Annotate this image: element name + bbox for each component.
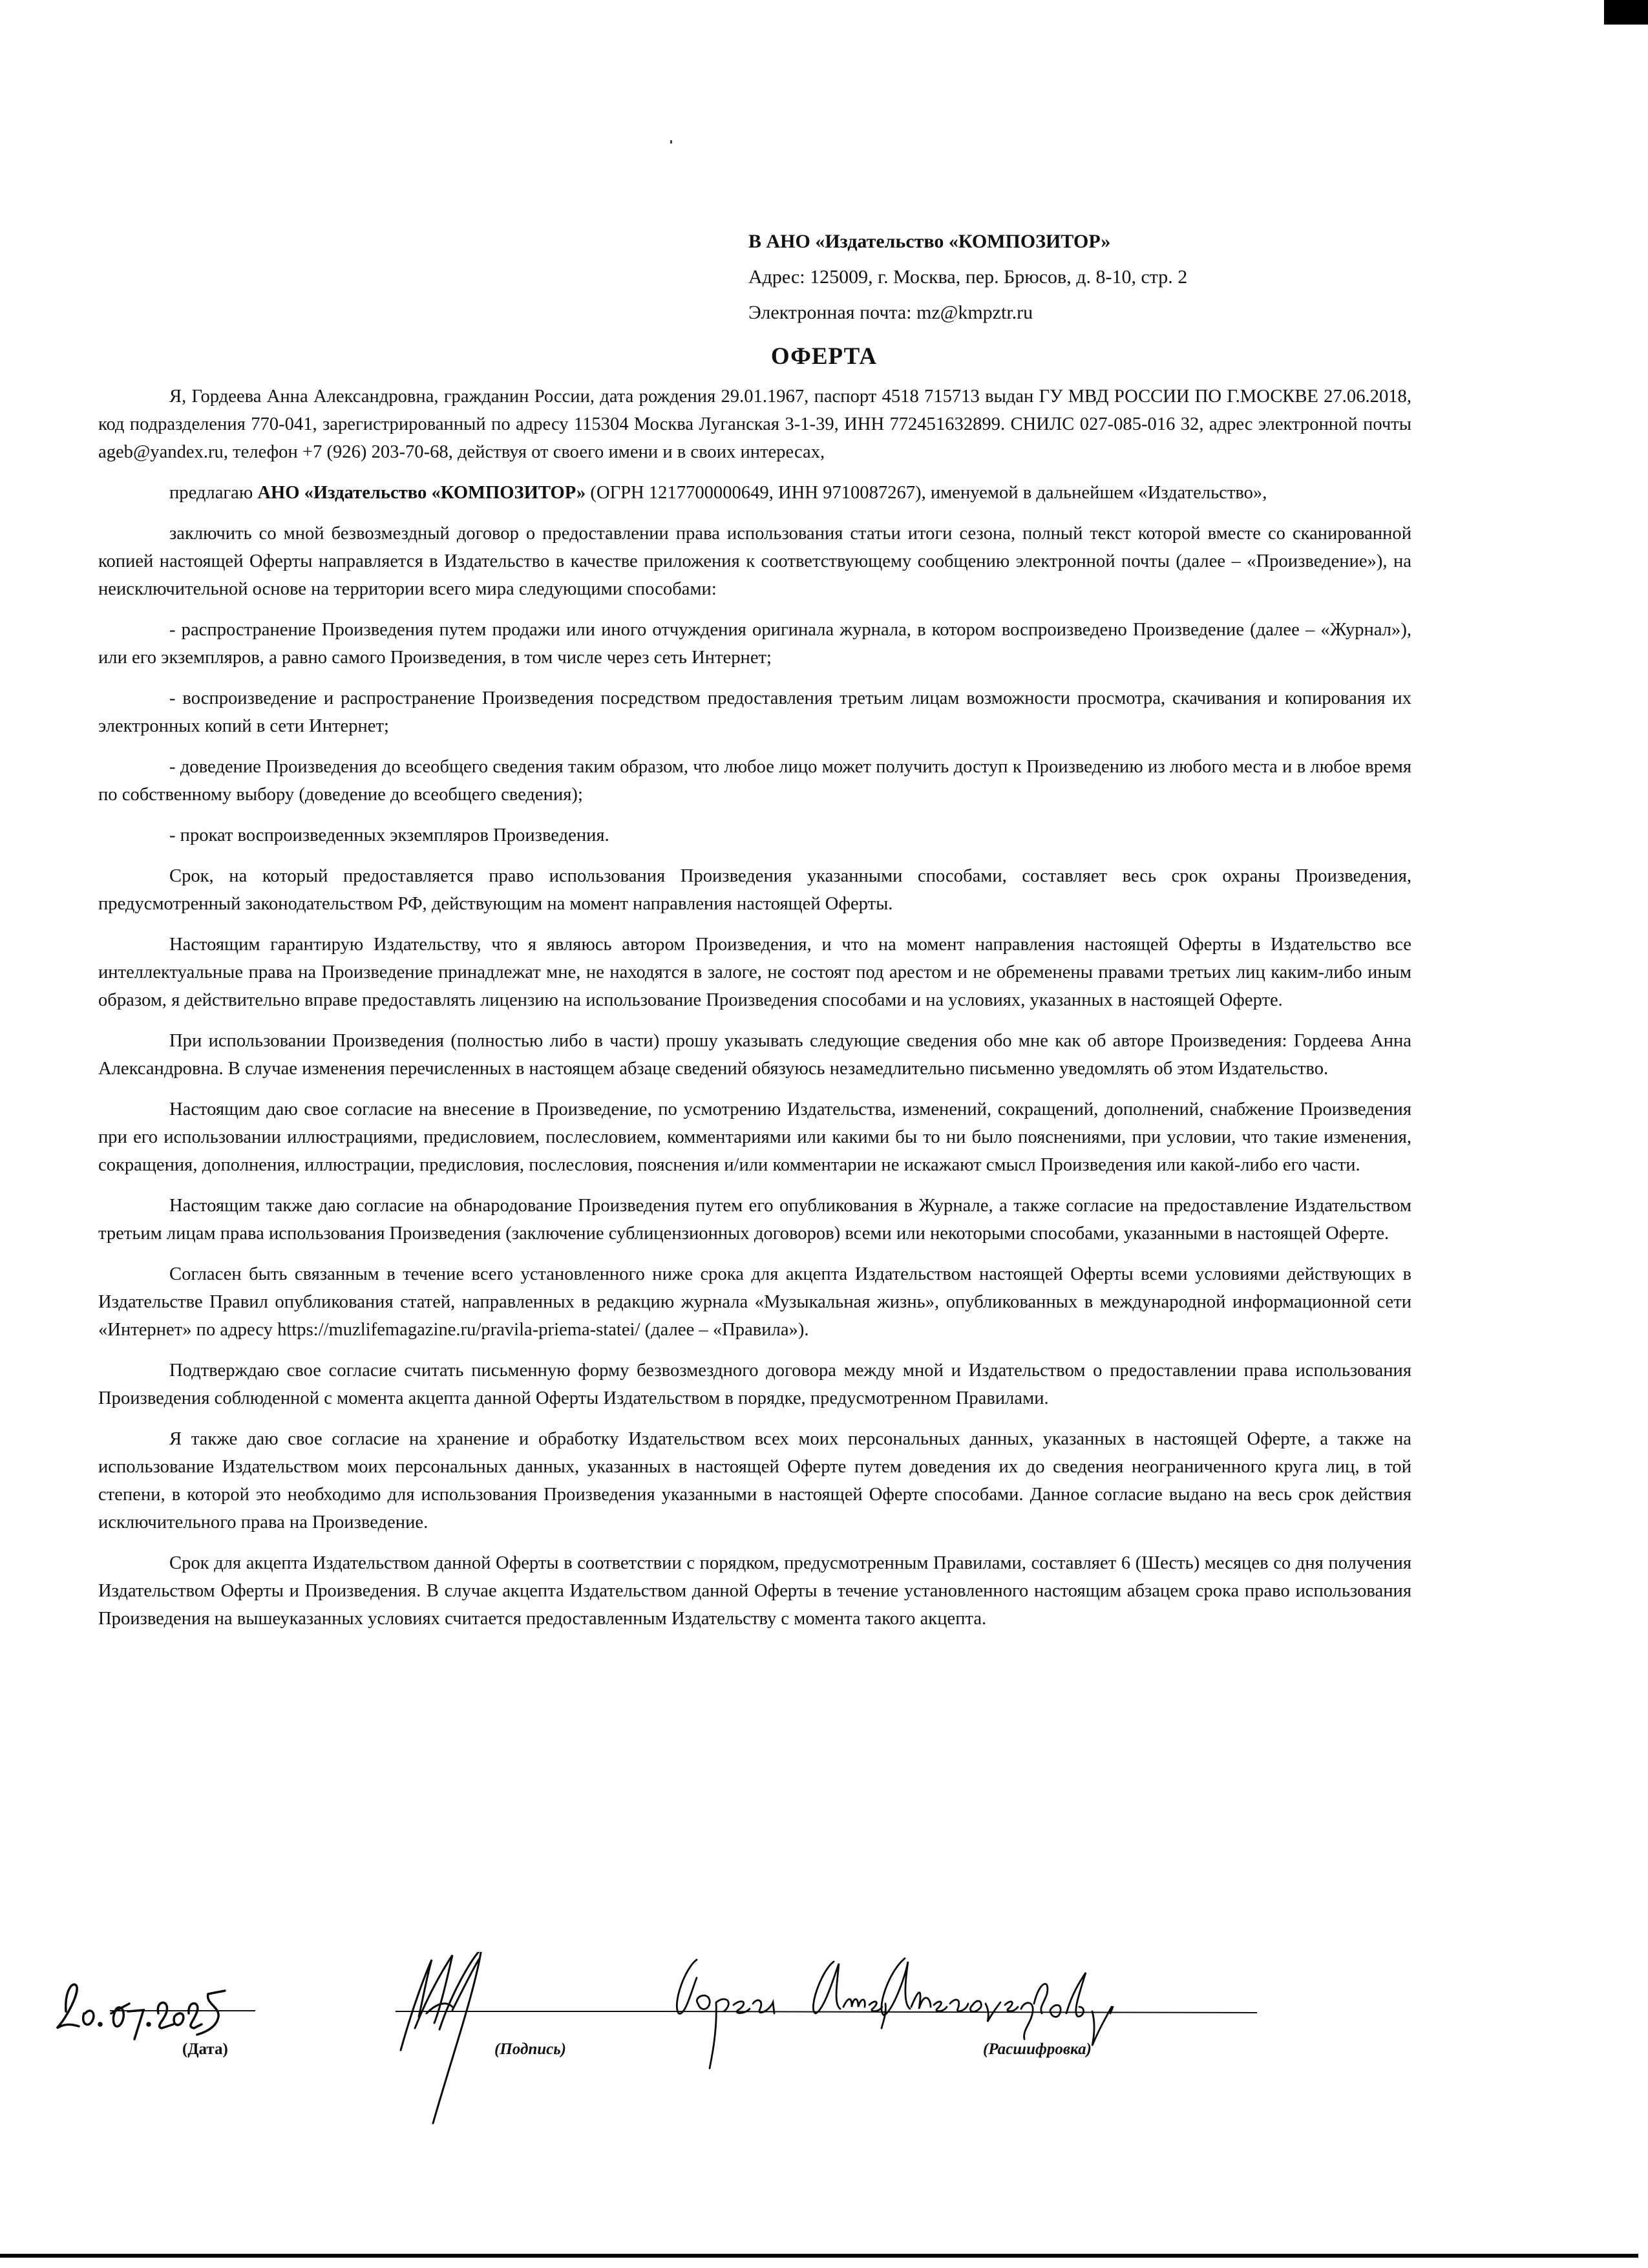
addressee-address: Адрес: 125009, г. Москва, пер. Брюсов, д. 8-10, стр. 2	[748, 266, 1188, 288]
clause-personal-data: Я также даю свое согласие на хранение и обработку Издательством всех моих персональных данных, указанных в настоящей Оферте, а также на использование Издательством моих персональных данных, указанных в настоящей Оферте путем доведения их до сведения неограниченного круга лиц, в той степени, в которой это необходимо для использования Произведения указанными в настоящей Оферте способами. Данное согласие выдано на весь срок действия исключительного права на Произведение.	[98, 1429, 1411, 1532]
intro-paragraph: Я, Гордеева Анна Александровна, гражданин России, дата рождения 29.01.1967, паспорт 4518 715713 выдан ГУ МВД РОССИИ ПО Г.МОСКВЕ 27.06.2018, код подразделения 770-041, зарегистрированный по адресу 115304 Москва Луганская 3-1-39, ИНН 772451632899. СНИЛС 027-085-016 32, адрес электронной почты ageb@yandex.ru, телефон +7 (926) 203-70-68, действуя от своего имени и в своих интересах,	[98, 387, 1411, 462]
addressee-email: Электронная почта: mz@kmpztr.ru	[748, 302, 1033, 323]
clause-term: Срок, на который предоставляется право использования Произведения указанными способами, составляет весь срок охраны Произведения, предусмотренный законодательством РФ, действующим на момент направления настоящей Оферты.	[98, 866, 1411, 914]
date-caption: (Дата)	[182, 2040, 228, 2058]
document-title: ОФЕРТА	[770, 343, 878, 370]
signature-caption: (Подпись)	[494, 2040, 566, 2058]
clause-rules: Согласен быть связанным в течение всего установленного ниже срока для акцепта Издательством настоящей Оферты всеми условиями действующих в Издательстве Правил опубликования статей, направленных в редакцию журнала «Музыкальная жизнь», опубликованных в международной информационной сети «Интернет» по адресу https://muzlifemagazine.ru/pravila-priema-statei/ (далее – «Правила»).	[98, 1264, 1411, 1340]
clause-attribution: При использовании Произведения (полностью либо в части) прошу указывать следующие сведения обо мне как об авторе Произведения: Гордеева Анна Александровна. В случае изменения перечисленных в настоящем абзаце сведений обязуюсь незамедлительно письменно уведомлять об этом Издательство.	[98, 1031, 1411, 1079]
handwritten-date	[57, 1984, 225, 2039]
offer-rest: (ОГРН 1217700000649, ИНН 9710087267), именуемой в дальнейшем «Издательство»,	[586, 483, 1267, 503]
addressee-block	[748, 224, 1187, 330]
clause-written-form: Подтверждаю свое согласие считать письменную форму безвозмездного договора между мной и Издательством о предоставлении права использования Произведения соблюденной с момента акцепта данной Оферты Издательством в порядке, предусмотренном Правилами.	[98, 1361, 1411, 1408]
scan-artifact-bottom-edge	[0, 2254, 1638, 2258]
clause-guarantee: Настоящим гарантирую Издательству, что я являюсь автором Произведения, и что на момент направления настоящей Оферты в Издательство все интеллектуальные права на Произведение принадлежат мне, не находятся в залоге, не состоят под арестом и не обременены правами третьих лиц каким-либо иным образом, я действительно вправе предоставлять лицензию на использование Произведения способами и на условиях, указанных в настоящей Оферте.	[98, 935, 1411, 1010]
offer-lead: предлагаю	[169, 483, 258, 503]
method-item: - воспроизведение и распространение Произведения посредством предоставления третьим лицам возможности просмотра, скачивания и копирования их электронных копий в сети Интернет;	[98, 688, 1411, 736]
method-item: - доведение Произведения до всеобщего сведения таким образом, что любое лицо может получить доступ к Произведению из любого места и в любое время по собственному выбору (доведение до всеобщего сведения);	[98, 757, 1411, 805]
decoding-caption: (Расшифровка)	[983, 2040, 1092, 2058]
method-item: - распространение Произведения путем продажи или иного отчуждения оригинала журнала, в котором воспроизведено Произведение (далее – «Журнал»), или его экземпляров, а равно самого Произведения, в том числе через сеть Интернет;	[98, 620, 1411, 668]
method-item: - прокат воспроизведенных экземпляров Произведения.	[169, 825, 609, 845]
addressee-name: В АНО «Издательство «КОМПОЗИТОР»	[748, 231, 1111, 252]
publisher-name: АНО «Издательство «КОМПОЗИТОР»	[257, 483, 586, 503]
signature-scribble	[401, 1952, 481, 2123]
handwriting-layer	[0, 1952, 1648, 2146]
clause-modifications: Настоящим даю свое согласие на внесение в Произведение, по усмотрению Издательства, изменений, сокращений, дополнений, снабжение Произведения при его использовании иллюстрациями, предисловием, послесловием, комментариями или какими бы то ни было пояснениями, при условии, что такие изменения, сокращения, дополнения, иллюстрации, предисловия, послесловия, пояснения и/или комментарии не искажают смысл Произведения или какой-либо его части.	[98, 1099, 1411, 1175]
scan-artifact-corner	[1604, 0, 1648, 25]
contract-paragraph: заключить со мной безвозмездный договор о предоставлении права использования статьи итоги сезона, полный текст которой вместе со сканированной копией настоящей Оферты направляется в Издательство в качестве приложения к соответствующему сообщению электронной почты (далее – «Произведение»), на неисключительной основе на территории всего мира следующими способами:	[98, 524, 1411, 599]
clause-acceptance-term: Срок для акцепта Издательством данной Оферты в соответствии с порядком, предусмотренным Правилами, составляет 6 (Шесть) месяцев со дня получения Издательством Оферты и Произведения. В случае акцепта Издательством данной Оферты в течение установленного настоящим абзацем срока право использования Произведения на вышеуказанных условиях считается предоставленным Издательству с момента такого акцепта.	[98, 1553, 1411, 1629]
offer-paragraph	[98, 479, 1411, 507]
document-body	[98, 383, 1411, 1646]
clause-publication: Настоящим также даю согласие на обнародование Произведения путем его опубликования в Журнале, а также согласие на предоставление Издательством третьим лицам права использования Произведения (заключение сублицензионных договоров) всеми или некоторыми способами, указанными в настоящей Оферте.	[98, 1196, 1411, 1244]
scan-artifact-dot	[670, 140, 672, 143]
signature-block	[0, 1952, 1648, 2146]
